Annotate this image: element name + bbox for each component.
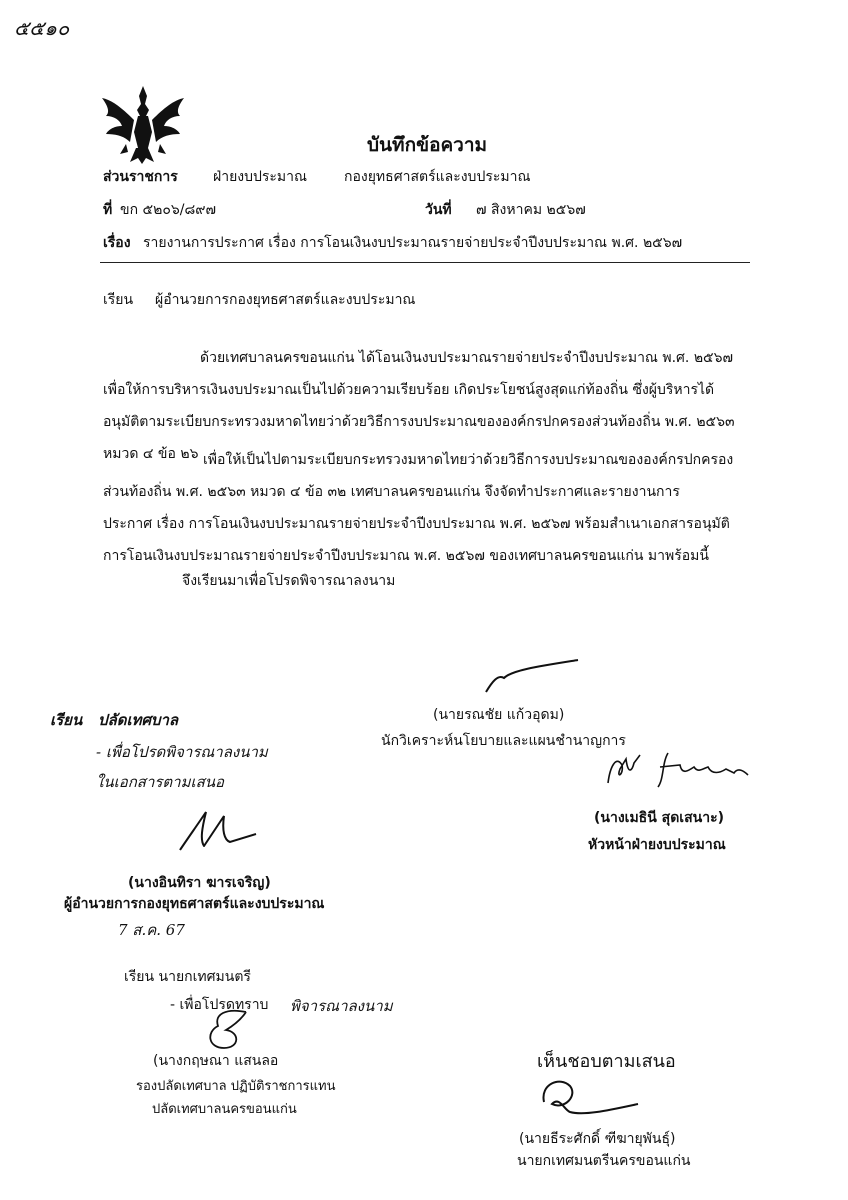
mayor-name: (นายธีระศักดิ์ ฑีฆายุพันธุ์) bbox=[519, 1131, 676, 1147]
endorse1-line1: - เพื่อโปรดพิจารณาลงนาม bbox=[96, 743, 268, 761]
header-divider bbox=[100, 262, 750, 263]
mayor-approve: เห็นชอบตามเสนอ bbox=[537, 1051, 676, 1072]
paragraph-line: เพื่อให้การบริหารเงินงบประมาณเป็นไปด้วยความเรียบร้อย เกิดประโยชน์สูงสุดแก่ท้องถิ่น ซึ่งผู้บริหารได้ bbox=[103, 382, 715, 398]
paragraph-line: หมวด ๔ ข้อ ๒๖ bbox=[103, 446, 199, 462]
date-label: วันที่ bbox=[425, 202, 452, 218]
paragraph-line: ประกาศ เรื่อง การโอนเงินงบประมาณรายจ่ายประจำปีงบประมาณ พ.ศ. ๒๕๖๗ พร้อมสำเนาเอกสารอนุมัติ bbox=[103, 516, 730, 532]
subject-label: เรื่อง bbox=[103, 235, 131, 251]
signer2-position: หัวหน้าฝ่ายงบประมาณ bbox=[588, 837, 726, 853]
dept-value: ฝ่ายงบประมาณ bbox=[213, 169, 307, 185]
garuda-emblem bbox=[100, 82, 186, 166]
endorse1-to: ปลัดเทศบาล bbox=[98, 711, 179, 729]
paragraph-line: การโอนเงินงบประมาณรายจ่ายประจำปีงบประมาณ พ.ศ. ๒๕๖๗ ของเทศบาลนครขอนแก่น มาพร้อมนี้ bbox=[103, 548, 709, 564]
paragraph-line: เพื่อให้เป็นไปตามระเบียบกระทรวงมหาดไทยว่าด้วยวิธีการงบประมาณขององค์กรปกครอง bbox=[203, 452, 734, 468]
corner-note: ๕๕๑๐ bbox=[14, 16, 70, 40]
endorse1-position: ผู้อำนวยการกองยุทธศาสตร์และงบประมาณ bbox=[64, 896, 325, 912]
endorse1-date: 7 ส.ค. 67 bbox=[118, 921, 185, 939]
signature-inthira bbox=[172, 804, 262, 856]
endorse1-to-label: เรียน bbox=[50, 711, 83, 729]
closing-line: จึงเรียนมาเพื่อโปรดพิจารณาลงนาม bbox=[182, 573, 396, 589]
endorse2-line2: พิจารณาลงนาม bbox=[290, 997, 393, 1015]
dept-label: ส่วนราชการ bbox=[103, 169, 178, 185]
endorse2-line1: - เพื่อโปรดทราบ bbox=[170, 997, 269, 1013]
ref-label: ที่ bbox=[103, 202, 113, 218]
endorse2-position1: รองปลัดเทศบาล ปฏิบัติราชการแทน bbox=[136, 1079, 336, 1094]
endorse2-position2: ปลัดเทศบาลนครขอนแก่น bbox=[152, 1102, 297, 1117]
salutation-label: เรียน bbox=[103, 292, 134, 308]
endorse1-line2: ในเอกสารตามเสนอ bbox=[96, 773, 225, 791]
dept-value-2: กองยุทธศาสตร์และงบประมาณ bbox=[344, 169, 531, 185]
subject-value: รายงานการประกาศ เรื่อง การโอนเงินงบประมาณรายจ่ายประจำปีงบประมาณ พ.ศ. ๒๕๖๗ bbox=[143, 235, 683, 251]
mayor-position: นายกเทศมนตรีนครขอนแก่น bbox=[517, 1153, 691, 1169]
endorse2-name: (นางกฤษณา แสนลอ bbox=[153, 1053, 279, 1069]
signature-theerasak bbox=[530, 1070, 650, 1124]
paragraph-line: ส่วนท้องถิ่น พ.ศ. ๒๕๖๓ หมวด ๔ ข้อ ๓๒ เทศบาลนครขอนแก่น จึงจัดทำประกาศและรายงานการ bbox=[103, 484, 680, 500]
ref-value: ขก ๕๒๐๖/๘๙๗ bbox=[120, 202, 217, 218]
memo-title: บันทึกข้อความ bbox=[367, 134, 488, 156]
signer1-name: (นายรณชัย แก้วอุดม) bbox=[433, 707, 565, 723]
signature-kritsana bbox=[196, 1004, 260, 1054]
date-value: ๗ สิงหาคม ๒๕๖๗ bbox=[476, 202, 586, 218]
signature-rannachai bbox=[478, 656, 588, 698]
paragraph-line: อนุมัติตามระเบียบกระทรวงมหาดไทยว่าด้วยวิธีการงบประมาณขององค์กรปกครองส่วนท้องถิ่น พ.ศ. ๒๕๖๓ bbox=[103, 414, 735, 430]
signer2-name: (นางเมธินี สุดเสนาะ) bbox=[594, 810, 724, 826]
paragraph-line: ด้วยเทศบาลนครขอนแก่น ได้โอนเงินงบประมาณรายจ่ายประจำปีงบประมาณ พ.ศ. ๒๕๖๗ bbox=[200, 350, 734, 366]
endorse1-name: (นางอินทิรา ฆารเจริญ) bbox=[128, 875, 271, 891]
paragraph-2 bbox=[103, 444, 751, 572]
signer1-position: นักวิเคราะห์นโยบายและแผนชำนาญการ bbox=[381, 733, 626, 749]
salutation-to: ผู้อำนวยการกองยุทธศาสตร์และงบประมาณ bbox=[155, 292, 416, 308]
endorse2-to: เรียน นายกเทศมนตรี bbox=[124, 969, 251, 985]
signature-methini bbox=[598, 745, 763, 791]
